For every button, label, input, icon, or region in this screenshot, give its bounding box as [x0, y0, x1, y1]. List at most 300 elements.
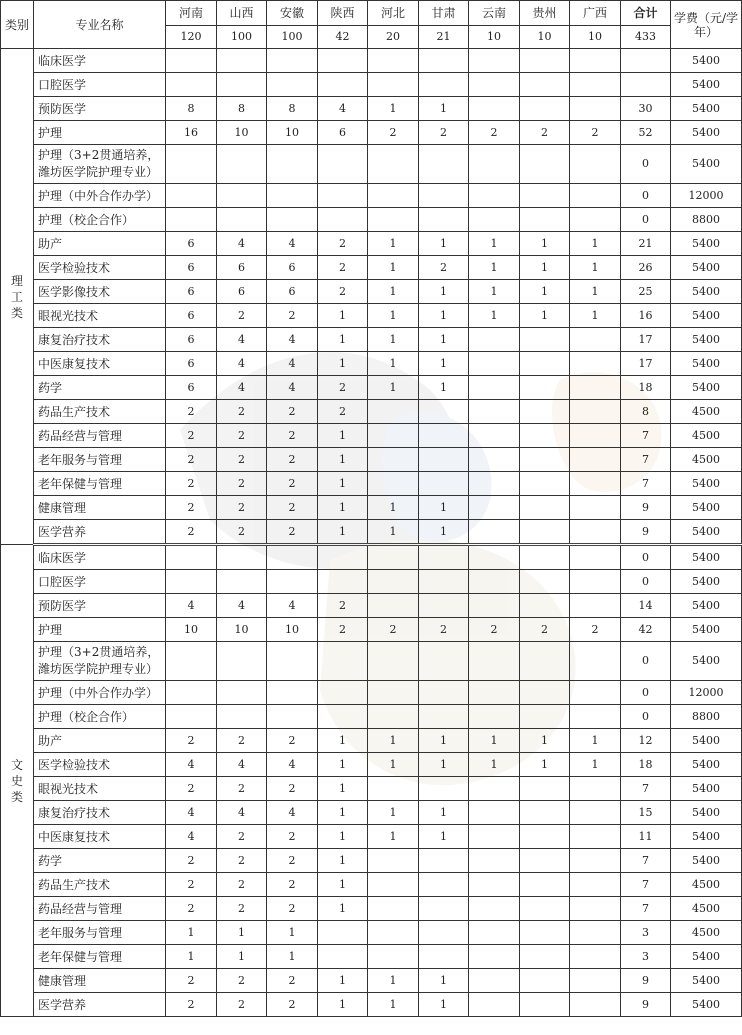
table-row — [1, 969, 742, 993]
quota-cell — [469, 849, 520, 873]
table-row — [1, 145, 742, 184]
quota-cell — [520, 594, 570, 618]
quota-cell — [217, 681, 267, 705]
quota-cell: 1 — [318, 753, 368, 777]
fee-cell: 5400 — [671, 256, 742, 280]
quota-cell: 6 — [166, 328, 217, 352]
quota-cell: 1 — [318, 801, 368, 825]
quota-cell — [318, 642, 368, 681]
quota-cell: 1 — [318, 873, 368, 897]
quota-cell: 1 — [419, 280, 469, 304]
quota-cell — [419, 448, 469, 472]
quota-cell: 1 — [469, 280, 520, 304]
quota-cell — [570, 993, 621, 1017]
quota-cell — [166, 145, 217, 184]
quota-cell — [469, 352, 520, 376]
province-quota: 42 — [318, 26, 368, 49]
quota-cell: 1 — [318, 849, 368, 873]
total-cell: 0 — [621, 184, 671, 208]
table-row — [1, 520, 742, 545]
quota-cell — [570, 777, 621, 801]
quota-cell: 2 — [217, 729, 267, 753]
quota-cell — [570, 424, 621, 448]
quota-cell — [217, 208, 267, 232]
quota-cell: 1 — [570, 729, 621, 753]
total-cell: 0 — [621, 570, 671, 594]
quota-cell — [469, 570, 520, 594]
total-cell: 7 — [621, 777, 671, 801]
quota-cell: 2 — [469, 618, 520, 642]
province-quota: 21 — [419, 26, 469, 49]
quota-cell — [267, 49, 318, 73]
total-cell: 18 — [621, 376, 671, 400]
quota-cell: 2 — [267, 729, 318, 753]
table-row — [1, 424, 742, 448]
table-row — [1, 121, 742, 145]
table-row — [1, 352, 742, 376]
quota-cell — [368, 945, 419, 969]
table-row — [1, 873, 742, 897]
quota-cell: 2 — [166, 969, 217, 993]
quota-cell — [570, 705, 621, 729]
quota-cell — [419, 897, 469, 921]
header-row-provinces — [1, 1, 742, 26]
quota-cell: 2 — [217, 825, 267, 849]
quota-cell: 1 — [469, 256, 520, 280]
quota-cell: 10 — [217, 121, 267, 145]
total-cell: 8 — [621, 400, 671, 424]
quota-cell: 2 — [217, 424, 267, 448]
quota-cell — [318, 208, 368, 232]
quota-cell — [419, 545, 469, 570]
table-row — [1, 753, 742, 777]
total-cell: 17 — [621, 328, 671, 352]
quota-cell: 1 — [217, 945, 267, 969]
quota-cell — [166, 705, 217, 729]
table-row — [1, 897, 742, 921]
quota-cell: 4 — [267, 352, 318, 376]
table-row — [1, 184, 742, 208]
quota-cell: 2 — [267, 496, 318, 520]
quota-cell: 2 — [166, 448, 217, 472]
quota-cell: 2 — [217, 897, 267, 921]
quota-cell: 1 — [368, 232, 419, 256]
table-row — [1, 825, 742, 849]
total-cell: 30 — [621, 97, 671, 121]
quota-cell — [217, 570, 267, 594]
fee-cell: 5400 — [671, 753, 742, 777]
quota-cell — [520, 376, 570, 400]
quota-cell — [368, 681, 419, 705]
table-row — [1, 729, 742, 753]
quota-cell: 1 — [318, 496, 368, 520]
table-row — [1, 256, 742, 280]
quota-cell: 1 — [419, 352, 469, 376]
quota-cell: 1 — [318, 993, 368, 1017]
quota-cell: 1 — [570, 753, 621, 777]
fee-cell: 12000 — [671, 184, 742, 208]
quota-cell — [469, 545, 520, 570]
fee-cell: 8800 — [671, 705, 742, 729]
quota-cell: 6 — [217, 280, 267, 304]
table-row — [1, 208, 742, 232]
major-name-cell: 中医康复技术 — [34, 825, 166, 849]
quota-cell — [419, 777, 469, 801]
total-cell: 0 — [621, 642, 671, 681]
table-row — [1, 400, 742, 424]
table-row — [1, 681, 742, 705]
quota-cell — [520, 801, 570, 825]
quota-cell: 4 — [217, 753, 267, 777]
quota-cell — [570, 921, 621, 945]
quota-cell — [318, 570, 368, 594]
quota-cell: 2 — [217, 993, 267, 1017]
quota-cell — [318, 184, 368, 208]
quota-cell — [469, 921, 520, 945]
province-quota: 100 — [267, 26, 318, 49]
fee-cell: 5400 — [671, 121, 742, 145]
quota-cell — [570, 570, 621, 594]
quota-cell — [570, 208, 621, 232]
fee-cell: 5400 — [671, 777, 742, 801]
quota-cell: 2 — [166, 993, 217, 1017]
quota-cell — [570, 594, 621, 618]
fee-cell: 5400 — [671, 594, 742, 618]
total-cell: 7 — [621, 472, 671, 496]
table-row — [1, 496, 742, 520]
total-cell: 7 — [621, 873, 671, 897]
quota-cell — [520, 97, 570, 121]
quota-cell — [520, 208, 570, 232]
quota-cell — [570, 520, 621, 545]
quota-cell — [520, 825, 570, 849]
quota-cell: 6 — [267, 256, 318, 280]
major-name-cell: 老年服务与管理 — [34, 921, 166, 945]
fee-cell: 5400 — [671, 849, 742, 873]
quota-cell: 2 — [217, 400, 267, 424]
quota-cell: 4 — [166, 825, 217, 849]
quota-cell: 1 — [368, 753, 419, 777]
table-row — [1, 545, 742, 570]
quota-cell — [368, 400, 419, 424]
major-name-cell: 药学 — [34, 376, 166, 400]
fee-cell: 5400 — [671, 618, 742, 642]
quota-cell: 2 — [419, 618, 469, 642]
major-name-cell: 药品生产技术 — [34, 873, 166, 897]
quota-cell: 1 — [368, 256, 419, 280]
quota-cell — [469, 705, 520, 729]
quota-cell — [520, 448, 570, 472]
table-body — [1, 49, 742, 1017]
quota-cell — [570, 945, 621, 969]
quota-cell — [469, 376, 520, 400]
total-cell: 7 — [621, 448, 671, 472]
fee-cell: 8800 — [671, 208, 742, 232]
quota-cell: 2 — [520, 618, 570, 642]
quota-cell — [267, 642, 318, 681]
quota-cell: 1 — [419, 753, 469, 777]
quota-cell: 6 — [166, 280, 217, 304]
quota-cell: 2 — [166, 472, 217, 496]
fee-cell: 5400 — [671, 280, 742, 304]
quota-cell: 4 — [217, 801, 267, 825]
fee-cell: 5400 — [671, 496, 742, 520]
major-name-cell: 康复治疗技术 — [34, 328, 166, 352]
quota-cell: 1 — [368, 993, 419, 1017]
major-name-cell: 护理（3+2贯通培养，潍坊医学院护理专业） — [34, 642, 166, 681]
quota-cell — [520, 993, 570, 1017]
quota-cell: 1 — [166, 921, 217, 945]
quota-cell — [166, 642, 217, 681]
quota-cell: 1 — [318, 729, 368, 753]
quota-cell: 1 — [419, 729, 469, 753]
quota-cell — [570, 49, 621, 73]
quota-cell — [267, 705, 318, 729]
total-cell: 26 — [621, 256, 671, 280]
quota-cell — [368, 73, 419, 97]
total-cell: 25 — [621, 280, 671, 304]
quota-cell: 6 — [166, 352, 217, 376]
quota-cell: 1 — [570, 304, 621, 328]
quota-cell — [570, 801, 621, 825]
quota-cell: 2 — [267, 825, 318, 849]
fee-cell: 5400 — [671, 376, 742, 400]
quota-cell: 1 — [469, 753, 520, 777]
total-cell: 42 — [621, 618, 671, 642]
quota-cell — [520, 184, 570, 208]
quota-cell: 1 — [318, 897, 368, 921]
quota-cell: 2 — [318, 594, 368, 618]
quota-cell — [217, 49, 267, 73]
quota-cell: 1 — [520, 729, 570, 753]
quota-cell — [469, 969, 520, 993]
quota-cell: 2 — [267, 873, 318, 897]
quota-cell: 4 — [267, 232, 318, 256]
quota-cell: 1 — [368, 496, 419, 520]
quota-cell — [368, 424, 419, 448]
quota-cell — [520, 472, 570, 496]
quota-cell: 1 — [318, 472, 368, 496]
table-row — [1, 921, 742, 945]
quota-cell — [469, 496, 520, 520]
quota-cell: 1 — [520, 753, 570, 777]
quota-cell: 2 — [318, 280, 368, 304]
fee-cell: 4500 — [671, 897, 742, 921]
total-cell: 16 — [621, 304, 671, 328]
quota-cell — [469, 400, 520, 424]
quota-cell: 4 — [267, 753, 318, 777]
quota-cell: 2 — [217, 969, 267, 993]
major-name-cell: 护理（校企合作） — [34, 705, 166, 729]
quota-cell: 1 — [318, 520, 368, 545]
major-name-cell: 护理 — [34, 121, 166, 145]
total-cell — [621, 73, 671, 97]
quota-cell — [520, 400, 570, 424]
quota-cell — [267, 681, 318, 705]
quota-cell — [318, 681, 368, 705]
quota-cell: 2 — [267, 897, 318, 921]
table-row — [1, 49, 742, 73]
quota-cell — [520, 496, 570, 520]
table-row — [1, 232, 742, 256]
major-name-cell: 护理 — [34, 618, 166, 642]
quota-cell — [368, 873, 419, 897]
quota-cell — [570, 328, 621, 352]
quota-cell: 1 — [368, 520, 419, 545]
quota-cell: 6 — [166, 232, 217, 256]
major-name-cell: 口腔医学 — [34, 73, 166, 97]
quota-cell: 2 — [368, 121, 419, 145]
quota-cell: 1 — [520, 232, 570, 256]
quota-cell: 2 — [166, 400, 217, 424]
quota-cell — [520, 642, 570, 681]
quota-cell: 1 — [368, 376, 419, 400]
quota-cell — [520, 352, 570, 376]
quota-cell: 1 — [318, 328, 368, 352]
major-name-cell: 医学营养 — [34, 520, 166, 545]
quota-cell: 6 — [217, 256, 267, 280]
quota-cell: 8 — [267, 97, 318, 121]
quota-cell: 2 — [318, 256, 368, 280]
quota-cell — [318, 73, 368, 97]
major-name-cell: 医学检验技术 — [34, 256, 166, 280]
quota-cell: 1 — [520, 256, 570, 280]
total-cell: 11 — [621, 825, 671, 849]
quota-cell — [469, 49, 520, 73]
quota-cell — [267, 184, 318, 208]
quota-cell — [419, 642, 469, 681]
quota-cell — [419, 472, 469, 496]
quota-cell: 4 — [267, 594, 318, 618]
province-header: 陕西 — [318, 1, 368, 26]
table-row — [1, 945, 742, 969]
quota-cell — [166, 570, 217, 594]
major-name-cell: 临床医学 — [34, 49, 166, 73]
quota-cell — [318, 49, 368, 73]
quota-cell — [368, 145, 419, 184]
quota-cell: 1 — [318, 352, 368, 376]
quota-cell — [318, 945, 368, 969]
fee-cell: 5400 — [671, 145, 742, 184]
total-cell: 9 — [621, 993, 671, 1017]
quota-cell: 10 — [217, 618, 267, 642]
province-quota: 20 — [368, 26, 419, 49]
quota-cell — [419, 873, 469, 897]
major-name-cell: 老年保健与管理 — [34, 472, 166, 496]
province-quota: 10 — [520, 26, 570, 49]
major-name-cell: 健康管理 — [34, 496, 166, 520]
quota-cell — [267, 570, 318, 594]
quota-cell — [368, 897, 419, 921]
quota-cell — [520, 145, 570, 184]
major-header: 专业名称 — [34, 1, 166, 49]
quota-cell — [570, 545, 621, 570]
quota-cell: 2 — [419, 121, 469, 145]
quota-cell: 2 — [318, 232, 368, 256]
province-quota: 10 — [469, 26, 520, 49]
fee-cell: 5400 — [671, 801, 742, 825]
quota-cell: 2 — [267, 304, 318, 328]
quota-cell — [520, 545, 570, 570]
quota-cell — [570, 825, 621, 849]
quota-cell — [469, 801, 520, 825]
table-row — [1, 993, 742, 1017]
quota-cell — [520, 424, 570, 448]
fee-cell: 5400 — [671, 97, 742, 121]
quota-cell: 1 — [469, 232, 520, 256]
major-name-cell: 康复治疗技术 — [34, 801, 166, 825]
province-header: 河南 — [166, 1, 217, 26]
quota-cell: 2 — [217, 472, 267, 496]
quota-cell: 4 — [166, 801, 217, 825]
total-cell: 9 — [621, 520, 671, 545]
quota-cell: 2 — [166, 777, 217, 801]
quota-cell — [368, 642, 419, 681]
quota-cell: 6 — [166, 304, 217, 328]
quota-cell: 4 — [217, 594, 267, 618]
total-cell: 7 — [621, 424, 671, 448]
quota-cell — [318, 145, 368, 184]
major-name-cell: 护理（3+2贯通培养，潍坊医学院护理专业） — [34, 145, 166, 184]
quota-cell — [520, 681, 570, 705]
quota-cell: 2 — [166, 729, 217, 753]
quota-cell — [318, 921, 368, 945]
quota-cell: 2 — [570, 618, 621, 642]
quota-cell — [469, 145, 520, 184]
fee-cell: 5400 — [671, 642, 742, 681]
quota-cell: 2 — [267, 777, 318, 801]
fee-cell: 4500 — [671, 424, 742, 448]
province-header: 贵州 — [520, 1, 570, 26]
quota-cell: 1 — [368, 729, 419, 753]
quota-cell — [419, 400, 469, 424]
total-cell: 21 — [621, 232, 671, 256]
quota-cell: 1 — [419, 304, 469, 328]
quota-cell — [469, 472, 520, 496]
quota-cell — [267, 73, 318, 97]
quota-cell — [520, 873, 570, 897]
quota-cell: 2 — [419, 256, 469, 280]
quota-cell: 1 — [570, 256, 621, 280]
quota-cell: 2 — [166, 849, 217, 873]
quota-cell: 1 — [318, 448, 368, 472]
table-row — [1, 570, 742, 594]
major-name-cell: 药品经营与管理 — [34, 897, 166, 921]
quota-cell — [419, 145, 469, 184]
quota-cell: 1 — [419, 520, 469, 545]
quota-cell: 4 — [318, 97, 368, 121]
quota-cell — [166, 545, 217, 570]
quota-cell — [217, 545, 267, 570]
quota-cell: 2 — [267, 993, 318, 1017]
quota-cell: 2 — [318, 400, 368, 424]
quota-cell — [469, 777, 520, 801]
total-cell: 18 — [621, 753, 671, 777]
major-name-cell: 助产 — [34, 232, 166, 256]
fee-cell: 5400 — [671, 570, 742, 594]
table-row — [1, 328, 742, 352]
total-cell: 3 — [621, 945, 671, 969]
quota-cell: 2 — [267, 424, 318, 448]
quota-cell — [520, 73, 570, 97]
total-cell: 7 — [621, 849, 671, 873]
quota-cell — [570, 642, 621, 681]
quota-cell: 1 — [419, 969, 469, 993]
table-row — [1, 97, 742, 121]
total-quota: 433 — [621, 26, 671, 49]
quota-cell — [368, 705, 419, 729]
quota-cell — [469, 73, 520, 97]
